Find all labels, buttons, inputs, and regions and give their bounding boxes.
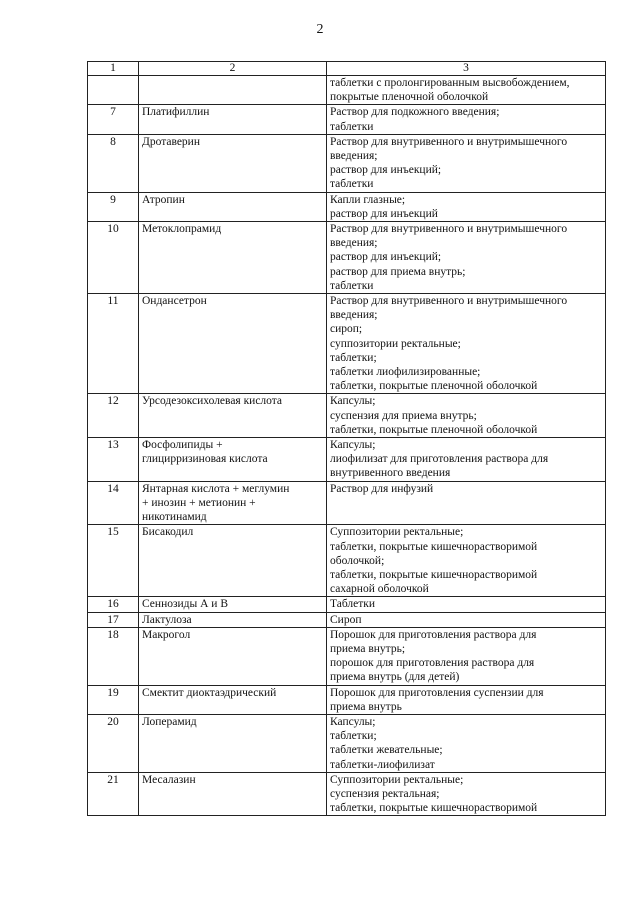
dosage-form-line: таблетки жевательные; bbox=[330, 744, 443, 757]
dosage-form-line: оболочкой; bbox=[330, 554, 385, 567]
table-body bbox=[88, 62, 606, 816]
drug-name-cell bbox=[139, 525, 327, 597]
row-number: 14 bbox=[88, 481, 139, 525]
row-number: 9 bbox=[88, 192, 139, 221]
drug-name-line: Метоклопрамид bbox=[142, 223, 222, 236]
dosage-forms-cell bbox=[327, 294, 606, 394]
page-number: 2 bbox=[316, 22, 324, 37]
drug-name-line: Платифиллин bbox=[142, 106, 210, 119]
dosage-form-line: внутривенного введения bbox=[330, 467, 451, 480]
dosage-forms-cell bbox=[327, 481, 606, 525]
dosage-form-line: таблетки-лиофилизат bbox=[330, 758, 435, 771]
drug-name-cell bbox=[139, 627, 327, 685]
drug-name-line: Макрогол bbox=[142, 628, 191, 641]
dosage-form-line: Раствор для инфузий bbox=[330, 482, 434, 495]
dosage-form-line: таблетки; bbox=[330, 730, 377, 743]
table-row bbox=[88, 525, 606, 597]
dosage-form-line: таблетки, покрытые кишечнорастворимой bbox=[330, 802, 538, 815]
dosage-form-line: суппозитории ректальные; bbox=[330, 337, 461, 350]
row-number: 8 bbox=[88, 134, 139, 192]
dosage-form-line: Раствор для внутривенного и внутримышечного bbox=[330, 135, 568, 148]
header-cell-name: 2 bbox=[139, 62, 327, 76]
row-number: 15 bbox=[88, 525, 139, 597]
drug-name-cell bbox=[139, 105, 327, 134]
dosage-form-line: лиофилизат для приготовления раствора для bbox=[330, 453, 549, 466]
dosage-form-line: Капсулы; bbox=[330, 439, 376, 452]
dosage-form-line: приема внутрь; bbox=[330, 642, 406, 655]
drug-name-line: Ондансетрон bbox=[142, 295, 207, 308]
dosage-forms-cell bbox=[327, 105, 606, 134]
dosage-form-line: таблетки, покрытые кишечнорастворимой bbox=[330, 568, 538, 581]
drug-name-cell bbox=[139, 222, 327, 294]
dosage-forms-cell bbox=[327, 685, 606, 714]
drug-name-line: Лактулоза bbox=[142, 613, 192, 626]
row-number: 18 bbox=[88, 627, 139, 685]
drug-table bbox=[87, 61, 606, 816]
dosage-form-line: Порошок для приготовления раствора для bbox=[330, 628, 537, 641]
dosage-forms-cell bbox=[327, 525, 606, 597]
dosage-form-line: таблетки bbox=[330, 279, 374, 292]
drug-name-line: Бисакодил bbox=[142, 526, 194, 539]
drug-name-line: Дротаверин bbox=[142, 135, 200, 148]
dosage-form-line: Раствор для подкожного введения; bbox=[330, 106, 500, 119]
row-number: 12 bbox=[88, 394, 139, 438]
table-row bbox=[88, 627, 606, 685]
header-cell-num: 1 bbox=[88, 62, 139, 76]
dosage-forms-cell bbox=[327, 772, 606, 816]
dosage-form-line: Раствор для внутривенного и внутримышечного bbox=[330, 295, 568, 308]
table-row bbox=[88, 612, 606, 627]
drug-name-cell bbox=[139, 714, 327, 772]
drug-name-cell bbox=[139, 76, 327, 105]
dosage-form-line: суспензия ректальная; bbox=[330, 787, 440, 800]
drug-name-line: Смектит диоктаэдрический bbox=[142, 686, 277, 699]
dosage-form-line: Порошок для приготовления суспензии для bbox=[330, 686, 544, 699]
dosage-form-line: таблетки лиофилизированные; bbox=[330, 366, 481, 379]
header-cell-forms: 3 bbox=[327, 62, 606, 76]
dosage-form-line: покрытые пленочной оболочкой bbox=[330, 91, 489, 104]
dosage-form-line: раствор для инъекций; bbox=[330, 164, 442, 177]
row-number: 17 bbox=[88, 612, 139, 627]
dosage-form-line: раствор для инъекций; bbox=[330, 251, 442, 264]
dosage-forms-cell bbox=[327, 394, 606, 438]
dosage-form-line: Суппозитории ректальные; bbox=[330, 526, 464, 539]
drug-name-line: Урсодезоксихолевая кислота bbox=[142, 395, 283, 408]
dosage-form-line: сироп; bbox=[330, 323, 363, 336]
table-header-row bbox=[88, 62, 606, 76]
drug-name-cell bbox=[139, 294, 327, 394]
drug-name-cell bbox=[139, 597, 327, 612]
dosage-form-line: раствор для инъекций bbox=[330, 207, 438, 220]
drug-name-cell bbox=[139, 772, 327, 816]
row-number: 20 bbox=[88, 714, 139, 772]
dosage-form-line: таблетки с пролонгированным высвобождением, bbox=[330, 77, 570, 89]
dosage-form-line: раствор для приема внутрь; bbox=[330, 265, 466, 278]
dosage-forms-cell bbox=[327, 627, 606, 685]
dosage-form-line: сахарной оболочкой bbox=[330, 583, 429, 596]
drug-name-cell bbox=[139, 394, 327, 438]
table-row bbox=[88, 222, 606, 294]
table-row bbox=[88, 481, 606, 525]
dosage-forms-cell bbox=[327, 612, 606, 627]
dosage-form-line: введения; bbox=[330, 150, 378, 163]
dosage-form-line: таблетки, покрытые пленочной оболочкой bbox=[330, 423, 538, 436]
dosage-form-line: Таблетки bbox=[330, 598, 376, 611]
drug-name-line: Месалазин bbox=[142, 773, 196, 786]
drug-name-line: никотинамид bbox=[142, 511, 207, 524]
dosage-form-line: Капли глазные; bbox=[330, 193, 406, 206]
table-row bbox=[88, 76, 606, 105]
dosage-forms-cell bbox=[327, 76, 606, 105]
drug-name-line: Атропин bbox=[142, 193, 185, 206]
drug-name-line: Янтарная кислота + меглумин bbox=[142, 482, 290, 495]
table-row bbox=[88, 105, 606, 134]
drug-name-cell bbox=[139, 438, 327, 482]
dosage-form-line: приема внутрь bbox=[330, 700, 402, 713]
table-row bbox=[88, 438, 606, 482]
table-row bbox=[88, 394, 606, 438]
dosage-form-line: таблетки, покрытые кишечнорастворимой bbox=[330, 540, 538, 553]
table-row bbox=[88, 294, 606, 394]
table-row bbox=[88, 685, 606, 714]
dosage-form-line: Капсулы; bbox=[330, 715, 376, 728]
dosage-form-line: Суппозитории ректальные; bbox=[330, 773, 464, 786]
dosage-form-line: введения; bbox=[330, 309, 378, 322]
drug-name-line: глицирризиновая кислота bbox=[142, 453, 268, 466]
table-row bbox=[88, 134, 606, 192]
dosage-forms-cell bbox=[327, 597, 606, 612]
dosage-form-line: Капсулы; bbox=[330, 395, 376, 408]
row-number: 19 bbox=[88, 685, 139, 714]
table-row bbox=[88, 772, 606, 816]
row-number: 16 bbox=[88, 597, 139, 612]
dosage-form-line: приема внутрь (для детей) bbox=[330, 671, 460, 684]
dosage-forms-cell bbox=[327, 714, 606, 772]
dosage-form-line: суспензия для приема внутрь; bbox=[330, 409, 477, 422]
dosage-forms-cell bbox=[327, 134, 606, 192]
drug-name-cell bbox=[139, 612, 327, 627]
table-row bbox=[88, 597, 606, 612]
drug-name-cell bbox=[139, 685, 327, 714]
dosage-form-line: порошок для приготовления раствора для bbox=[330, 657, 535, 670]
drug-name-cell bbox=[139, 192, 327, 221]
drug-name-cell bbox=[139, 134, 327, 192]
row-number: 10 bbox=[88, 222, 139, 294]
dosage-forms-cell bbox=[327, 438, 606, 482]
drug-name-line: Фосфолипиды + bbox=[142, 439, 223, 452]
drug-name-cell bbox=[139, 481, 327, 525]
dosage-form-line: Раствор для внутривенного и внутримышечного bbox=[330, 223, 568, 236]
drug-name-line: Лоперамид bbox=[142, 715, 197, 728]
table-row bbox=[88, 714, 606, 772]
dosage-forms-cell bbox=[327, 222, 606, 294]
row-number: 13 bbox=[88, 438, 139, 482]
row-number bbox=[88, 76, 139, 105]
dosage-form-line: Сироп bbox=[330, 613, 362, 626]
row-number: 21 bbox=[88, 772, 139, 816]
dosage-forms-cell bbox=[327, 192, 606, 221]
dosage-form-line: введения; bbox=[330, 237, 378, 250]
drug-name-line: + инозин + метионин + bbox=[142, 496, 256, 509]
dosage-form-line: таблетки bbox=[330, 120, 374, 133]
row-number: 7 bbox=[88, 105, 139, 134]
dosage-form-line: таблетки, покрытые пленочной оболочкой bbox=[330, 380, 538, 393]
dosage-form-line: таблетки bbox=[330, 178, 374, 191]
drug-name-line: Сеннозиды А и В bbox=[142, 598, 229, 611]
row-number: 11 bbox=[88, 294, 139, 394]
table-row bbox=[88, 192, 606, 221]
dosage-form-line: таблетки; bbox=[330, 351, 377, 364]
